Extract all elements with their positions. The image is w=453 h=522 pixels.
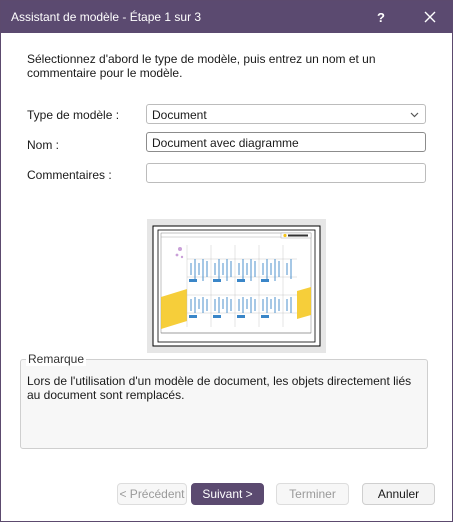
cancel-button[interactable]: Annuler bbox=[362, 483, 435, 505]
instructions-text: Sélectionnez d'abord le type de modèle, puis entrez un nom et un commentaire pour le modèle. bbox=[27, 52, 376, 80]
name-input[interactable] bbox=[146, 132, 426, 152]
next-button[interactable]: Suivant > bbox=[191, 483, 264, 505]
template-preview bbox=[147, 219, 326, 353]
remark-legend: Remarque bbox=[28, 352, 85, 366]
close-button[interactable] bbox=[410, 1, 450, 33]
remark-text: Lors de l'utilisation d'un modèle de document, les objets directement liés au document sont remplacés. bbox=[27, 374, 412, 402]
finish-button[interactable]: Terminer bbox=[276, 483, 349, 505]
remark-groupbox bbox=[20, 352, 428, 449]
comments-label: Commentaires : bbox=[27, 168, 112, 182]
template-type-combobox[interactable] bbox=[146, 104, 426, 124]
template-type-label: Type de modèle : bbox=[27, 108, 120, 122]
previous-button[interactable]: < Précédent bbox=[117, 483, 187, 505]
window-title: Assistant de modèle - Étape 1 sur 3 bbox=[11, 10, 202, 24]
title-bar bbox=[1, 1, 453, 33]
help-icon: ? bbox=[377, 9, 385, 25]
name-input-value: Document avec diagramme bbox=[152, 136, 299, 150]
template-type-value: Document bbox=[152, 108, 207, 122]
close-icon bbox=[424, 11, 436, 23]
document-thumbnail bbox=[147, 219, 326, 353]
name-label: Nom : bbox=[27, 138, 60, 152]
chevron-down-icon bbox=[410, 110, 419, 119]
comments-input[interactable] bbox=[146, 163, 426, 183]
help-button[interactable] bbox=[361, 1, 401, 33]
